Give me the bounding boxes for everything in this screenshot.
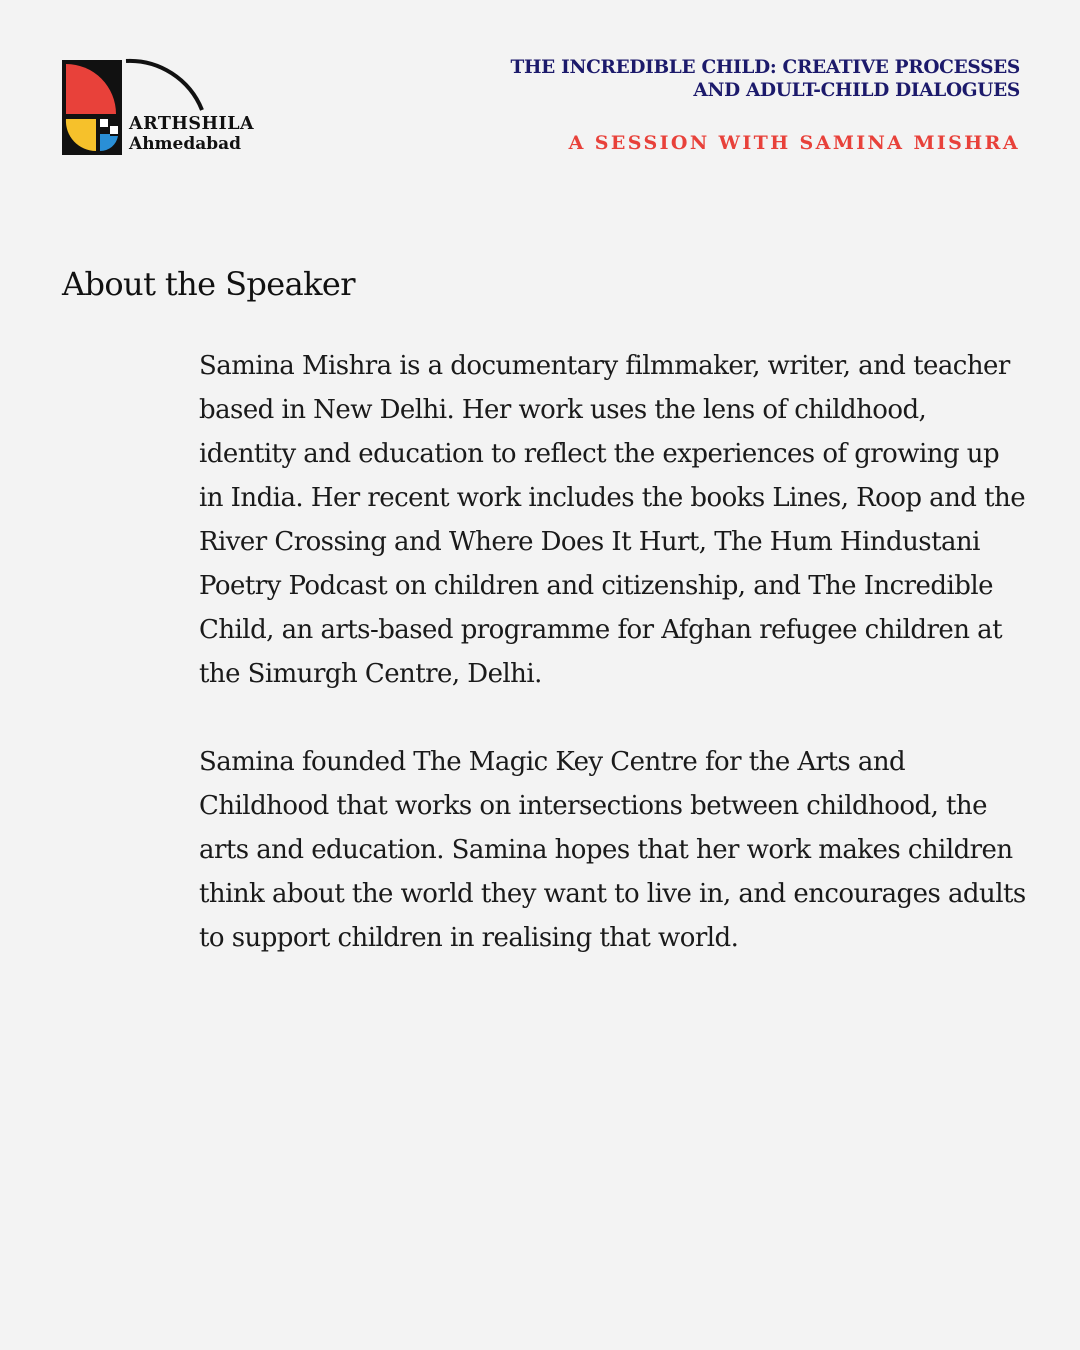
bio-paragraph: Samina founded The Magic Key Centre for the Arts and Childhood that works on intersections between childhood, the arts and education. Samina hopes that her work makes children think about the world they want to live in, and encourages adults to support children in realising that world. xyxy=(199,747,1026,953)
event-title-line: THE INCREDIBLE CHILD: CREATIVE PROCESSES xyxy=(510,57,1020,78)
event-title xyxy=(500,56,1020,102)
arthshila-logo xyxy=(62,58,262,158)
section-heading: About the Speaker xyxy=(62,265,355,303)
event-title-line: AND ADULT-CHILD DIALOGUES xyxy=(693,80,1020,101)
speaker-bio xyxy=(199,344,1029,1004)
bio-paragraph: Samina Mishra is a documentary filmmaker, writer, and teacher based in New Delhi. Her work uses the lens of childhood, identity and education to reflect the experiences of growing up in India. Her recent work includes the books Lines, Roop and the River Crossing and Where Does It Hurt, The Hum Hindustani Poetry Podcast on children and citizenship, and The Incredible Child, an arts-based programme for Afghan refugee children at the Simurgh Centre, Delhi. xyxy=(199,351,1026,689)
logo-city: Ahmedabad xyxy=(129,134,242,154)
logo-name: ARTHSHILA xyxy=(129,114,255,134)
session-subtitle: A SESSION WITH SAMINA MISHRA xyxy=(568,132,1020,154)
